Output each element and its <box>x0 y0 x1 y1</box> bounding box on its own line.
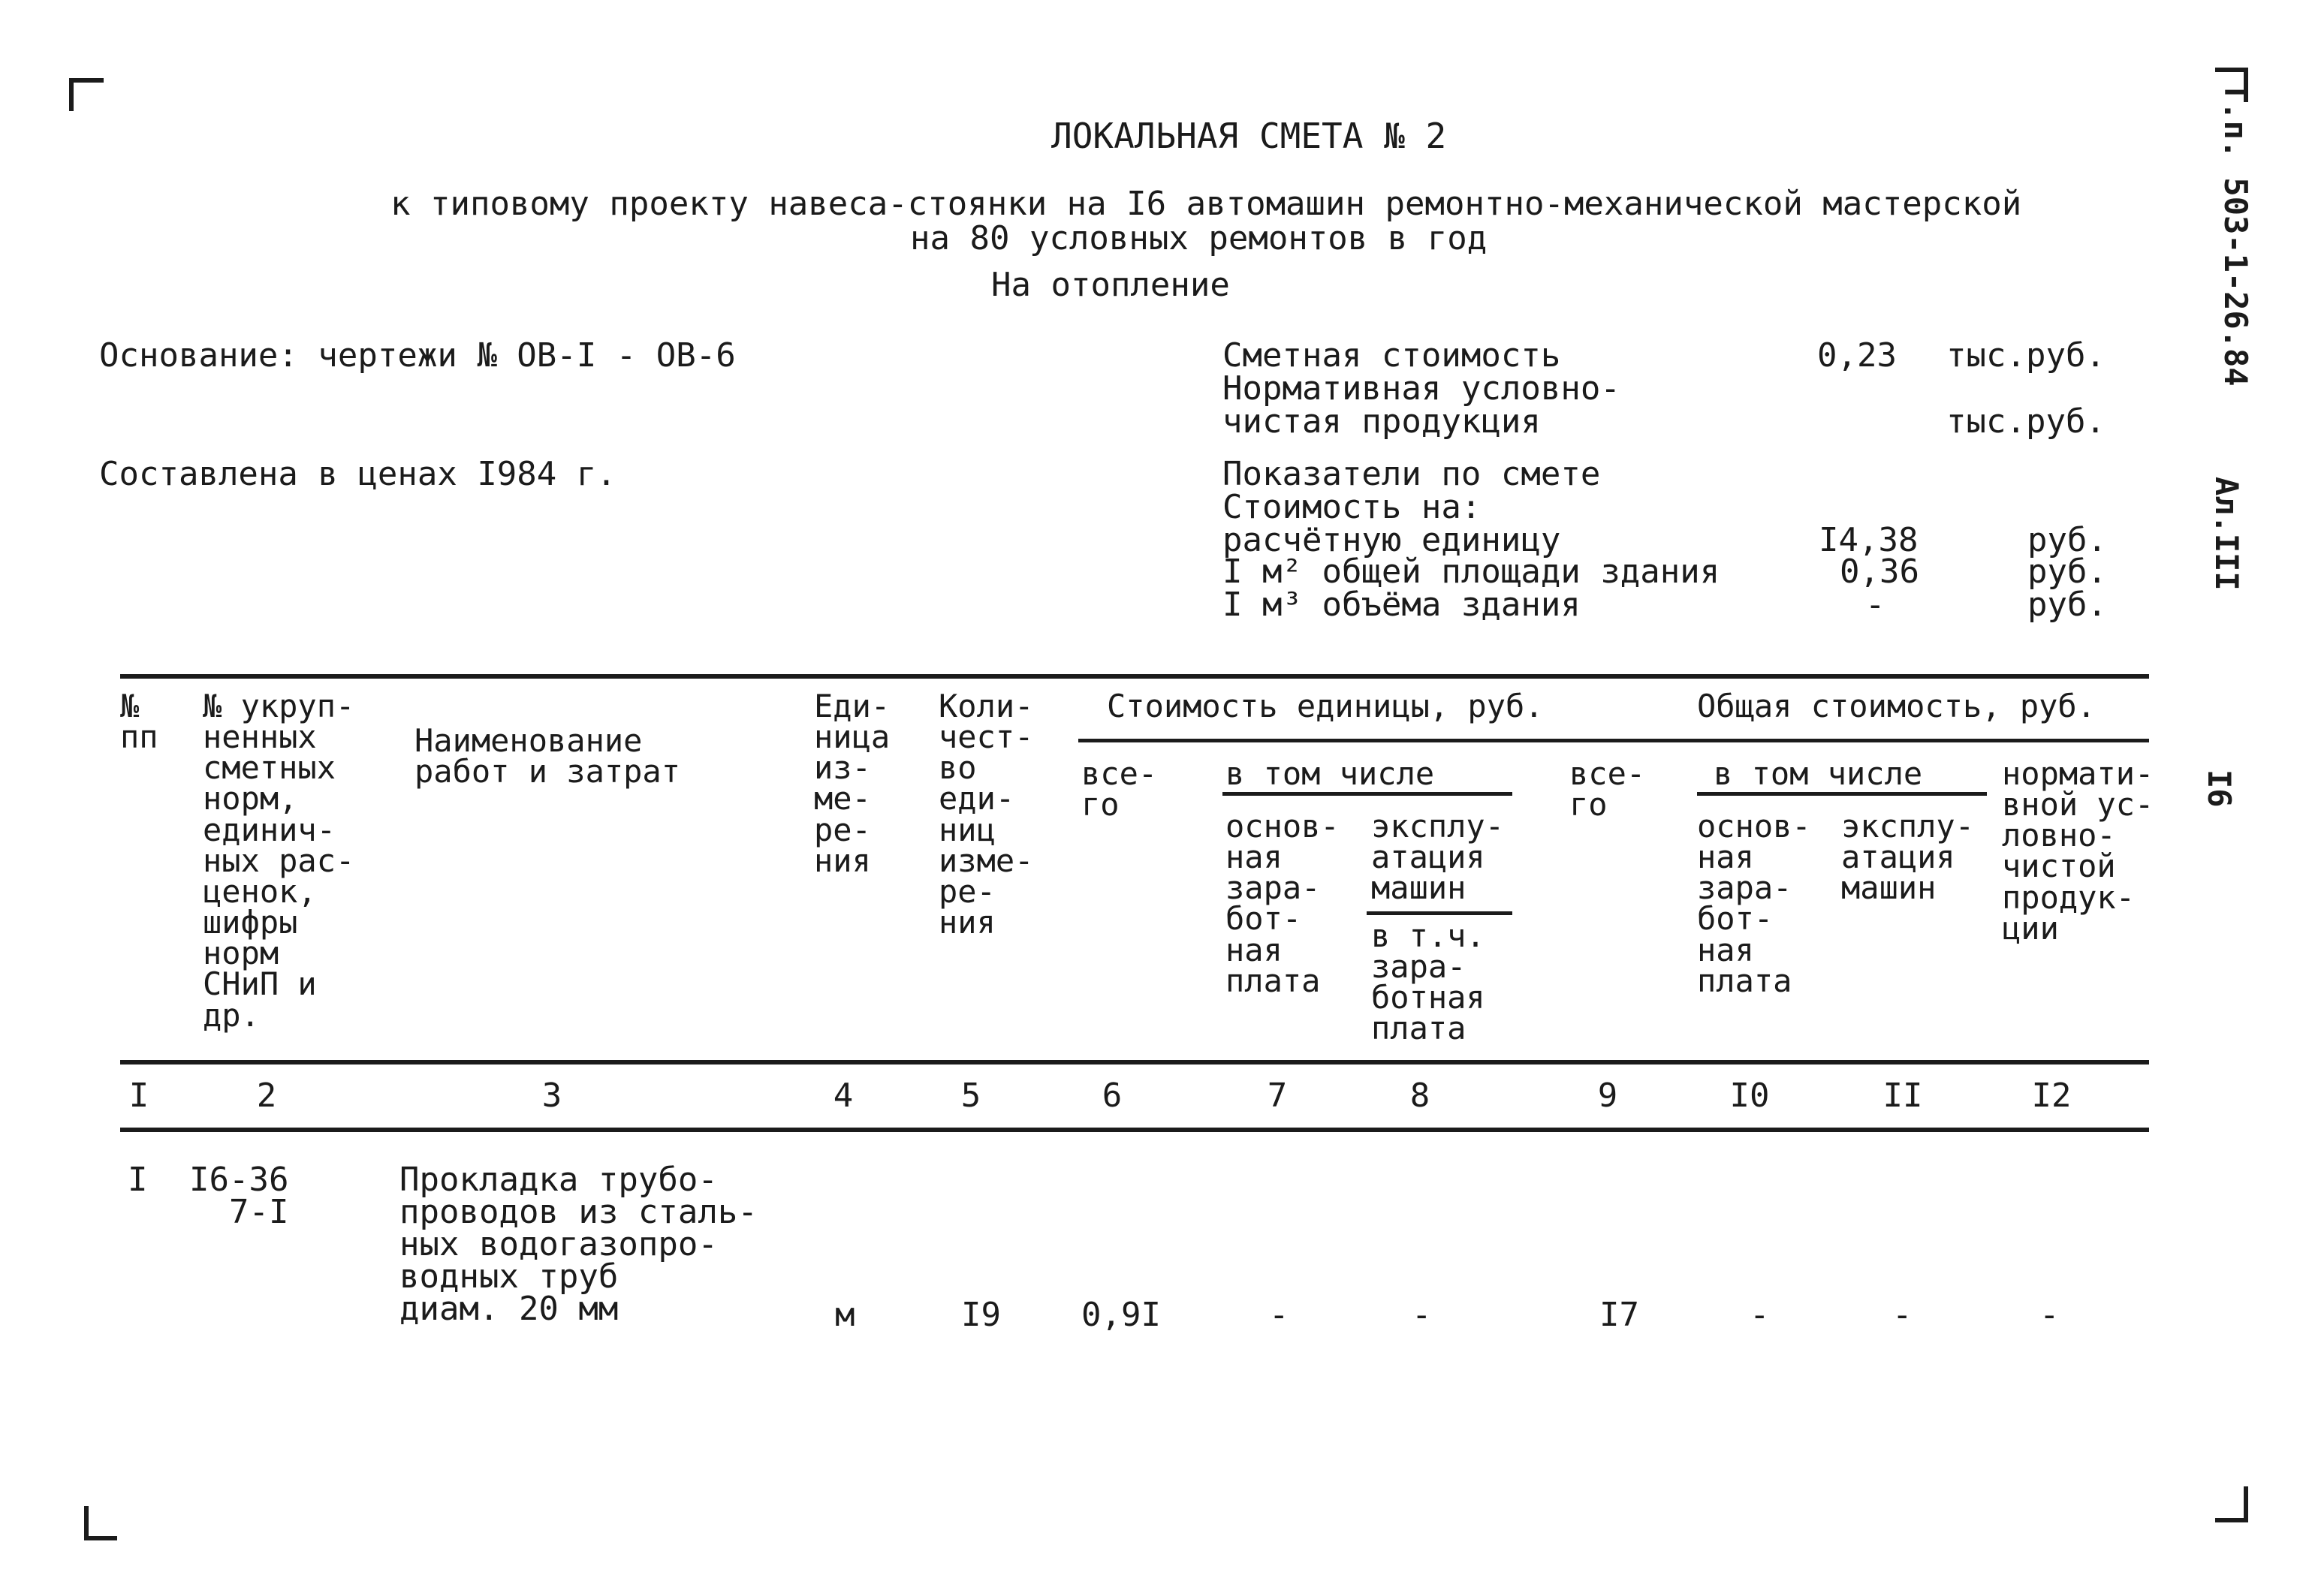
per-m3-label: I м³ объёма здания <box>1222 586 1581 624</box>
crop-mark-top-left <box>69 78 104 111</box>
side-page-number: I6 <box>2201 769 2238 808</box>
col-header-norms: № укруп- ненных сметных норм, единич- ных рас- ценок, шифры норм СНиП и др. <box>203 688 355 1034</box>
col-header-total-total: все- го <box>1569 755 1646 824</box>
col-header-total-machines: эксплу- атация машин <box>1841 808 1975 907</box>
per-m3-unit: руб. <box>2027 586 2107 624</box>
col-header-qty: Коли- чест- во еди- ниц изме- ре- ния <box>939 688 1034 941</box>
col-number-5: 5 <box>960 1077 981 1115</box>
row-1-total-machines: - <box>1892 1296 1913 1334</box>
basis-prices: Составлена в ценах I984 г. <box>99 455 616 493</box>
col-header-unit-machines-wage: в т.ч. зара- ботная плата <box>1371 917 1485 1047</box>
column-numbers-rule <box>120 1128 2149 1132</box>
col-header-unit-machines: эксплу- атация машин <box>1371 808 1505 907</box>
col-number-12: I2 <box>2031 1077 2072 1115</box>
col-number-4: 4 <box>833 1077 854 1115</box>
col-number-3: 3 <box>541 1077 562 1115</box>
per-m2-unit: руб. <box>2027 553 2107 591</box>
row-1-norm: I6-36 7-I <box>189 1161 289 1232</box>
col-number-11: II <box>1882 1077 1923 1115</box>
side-album: Ал.III <box>2208 477 2245 591</box>
estimated-cost-label: Сметная стоимость <box>1222 336 1561 375</box>
col-number-1: I <box>128 1077 149 1115</box>
per-unit-label: расчётную единицу <box>1222 521 1561 559</box>
total-cost-group-header: Общая стоимость, руб. <box>1697 688 2097 724</box>
normative-label-1: Нормативная условно- <box>1222 369 1620 408</box>
row-1-num: I <box>128 1161 148 1199</box>
col-header-unit-total: все- го <box>1081 755 1158 824</box>
row-1-unit: м <box>835 1296 855 1334</box>
col-number-7: 7 <box>1267 1077 1288 1115</box>
total-incl-rule <box>1697 792 1987 796</box>
col-header-name: Наименование работ и затрат <box>414 722 681 790</box>
unit-cost-group-rule <box>1078 739 2149 742</box>
row-1-unit-total: 0,9I <box>1081 1296 1161 1334</box>
total-incl-header: в том числе <box>1714 755 1923 792</box>
per-unit-value: I4,38 <box>1819 521 1919 559</box>
document-purpose: На отопление <box>991 266 1230 304</box>
row-1-total-normative: - <box>2039 1296 2060 1334</box>
per-unit-unit: руб. <box>2027 521 2107 559</box>
per-m3-value: - <box>1865 586 1885 624</box>
estimated-cost-value: 0,23 <box>1817 336 1897 375</box>
basis-drawings: Основание: чертежи № ОВ-I - ОВ-6 <box>99 336 736 375</box>
document-subtitle-line2: на 80 условных ремонтов в год <box>910 219 1488 257</box>
col-header-total-normative: нормати- вной ус- ловно- чистой продук- ции <box>2002 755 2154 947</box>
crop-mark-bottom-right <box>2215 1486 2248 1522</box>
row-1-unit-wage: - <box>1269 1296 1289 1334</box>
document-title: ЛОКАЛЬНАЯ СМЕТА № 2 <box>1051 116 1447 156</box>
col-number-8: 8 <box>1409 1077 1430 1115</box>
side-doc-code: Т.п. 503-1-26.84 <box>2217 83 2254 387</box>
estimated-cost-unit: тыс.руб. <box>1946 336 2106 375</box>
col-number-9: 9 <box>1597 1077 1618 1115</box>
col-header-unit-wage: основ- ная зара- бот- ная плата <box>1225 808 1340 999</box>
unit-incl-header: в том числе <box>1225 755 1435 792</box>
per-m2-label: I м² общей площади здания <box>1222 553 1720 591</box>
unit-cost-group-header: Стоимость единицы, руб. <box>1107 688 1544 724</box>
col-number-6: 6 <box>1102 1077 1123 1115</box>
machines-wage-rule <box>1367 911 1512 915</box>
row-1-total: I7 <box>1599 1296 1639 1334</box>
table-top-rule <box>120 674 2149 679</box>
normative-label-2: чистая продукция <box>1222 402 1541 441</box>
header-bottom-rule <box>120 1060 2149 1065</box>
col-header-total-wage: основ- ная зара- бот- ная плата <box>1697 808 1811 999</box>
crop-mark-bottom-left <box>84 1506 117 1540</box>
col-number-2: 2 <box>256 1077 277 1115</box>
col-number-10: I0 <box>1729 1077 1770 1115</box>
row-1-qty: I9 <box>961 1296 1001 1334</box>
unit-incl-rule <box>1222 792 1512 796</box>
row-1-total-wage: - <box>1750 1296 1770 1334</box>
indicators-label: Показатели по смете <box>1222 455 1601 493</box>
row-1-unit-machines: - <box>1412 1296 1432 1334</box>
cost-per-label: Стоимость на: <box>1222 488 1482 526</box>
row-1-name: Прокладка трубо- проводов из сталь- ных водогазопро- водных труб диам. 20 мм <box>399 1161 758 1329</box>
normative-unit: тыс.руб. <box>1946 402 2106 441</box>
document-subtitle-line1: к типовому проекту навеса-стоянки на I6 автомашин ремонтно-механической мастерской <box>390 185 2022 223</box>
per-m2-value: 0,36 <box>1840 553 1919 591</box>
col-header-unit: Еди- ница из- ме- ре- ния <box>814 688 891 879</box>
col-header-num: № пп <box>120 688 158 756</box>
